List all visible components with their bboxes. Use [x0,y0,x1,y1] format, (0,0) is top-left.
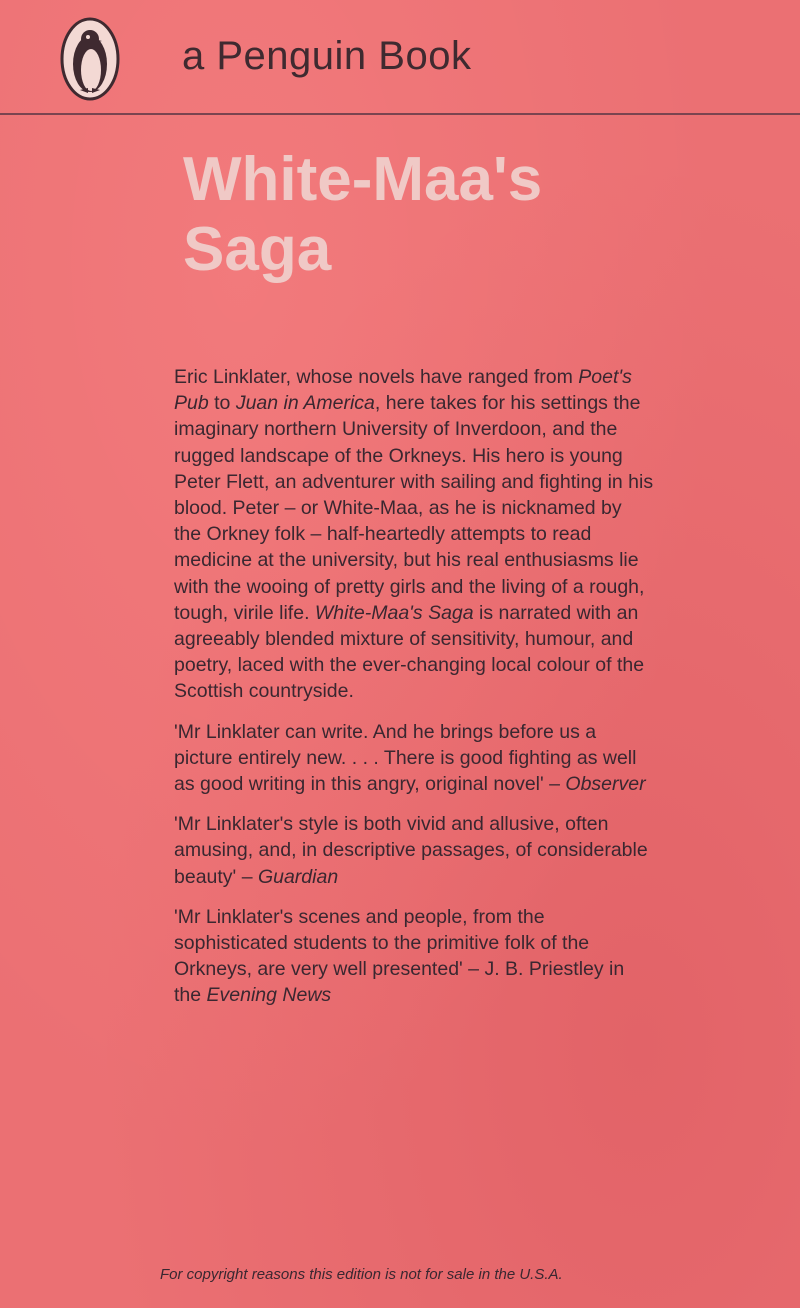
description-text: to [208,392,236,415]
description-paragraph [174,364,654,705]
description-title-ref: Poet's Pub [174,366,632,415]
description-text: Eric Linklater, whose novels have ranged from [174,366,579,388]
copyright-notice: For copyright reasons this edition is not for sale in the U.S.A. [160,1266,563,1283]
header-divider [0,113,800,115]
description-title-ref: White-Maa's Saga [314,601,474,624]
review-source: Observer [565,773,646,796]
description-text: , here takes for his settings the imaginary northern University of Inverdoon, and the rugged landscape of the Orkneys. His hero is young Peter Flett, an adventurer with sailing and fighting in his blood. Peter – or White-Maa, as he is nicknamed by the Orkney folk – half-heartedly attempts to read medicine at the university, but his real enthusiasms lie with the wooing of pretty girls and the living of a rough, tough, virile life. [174,392,654,624]
book-title-line-2: Saga [183,215,332,284]
review-source: Guardian [257,865,339,888]
book-title [183,145,542,285]
review-text: 'Mr Linklater's style is both vivid and allusive, often amusing, and, in descriptive passages, of considerable beauty' – [174,813,648,888]
review-quote [174,811,654,890]
description-title-ref: Juan in America [235,392,375,415]
review-text: 'Mr Linklater can write. And he brings before us a picture entirely new. . . . There is good fighting as well as good writing in this angry, original novel' – [174,720,637,796]
blurb-text [174,364,654,1023]
review-quote [174,904,654,1009]
book-title-line-1: White-Maa's [183,145,543,214]
review-source: Evening News [206,984,332,1007]
publisher-brand: a Penguin Book [182,34,472,78]
description-text: is narrated with an agreeably blended mixture of sensitivity, humour, and poetry, laced with the ever-changing local colour of the Scottish countryside. [174,601,645,703]
review-text: 'Mr Linklater's scenes and people, from the sophisticated students to the primitive folk of the Orkneys, are very well presented' – J. B. Priestley in the [174,905,625,1007]
review-quote [174,719,654,798]
penguin-logo-icon [58,14,122,104]
